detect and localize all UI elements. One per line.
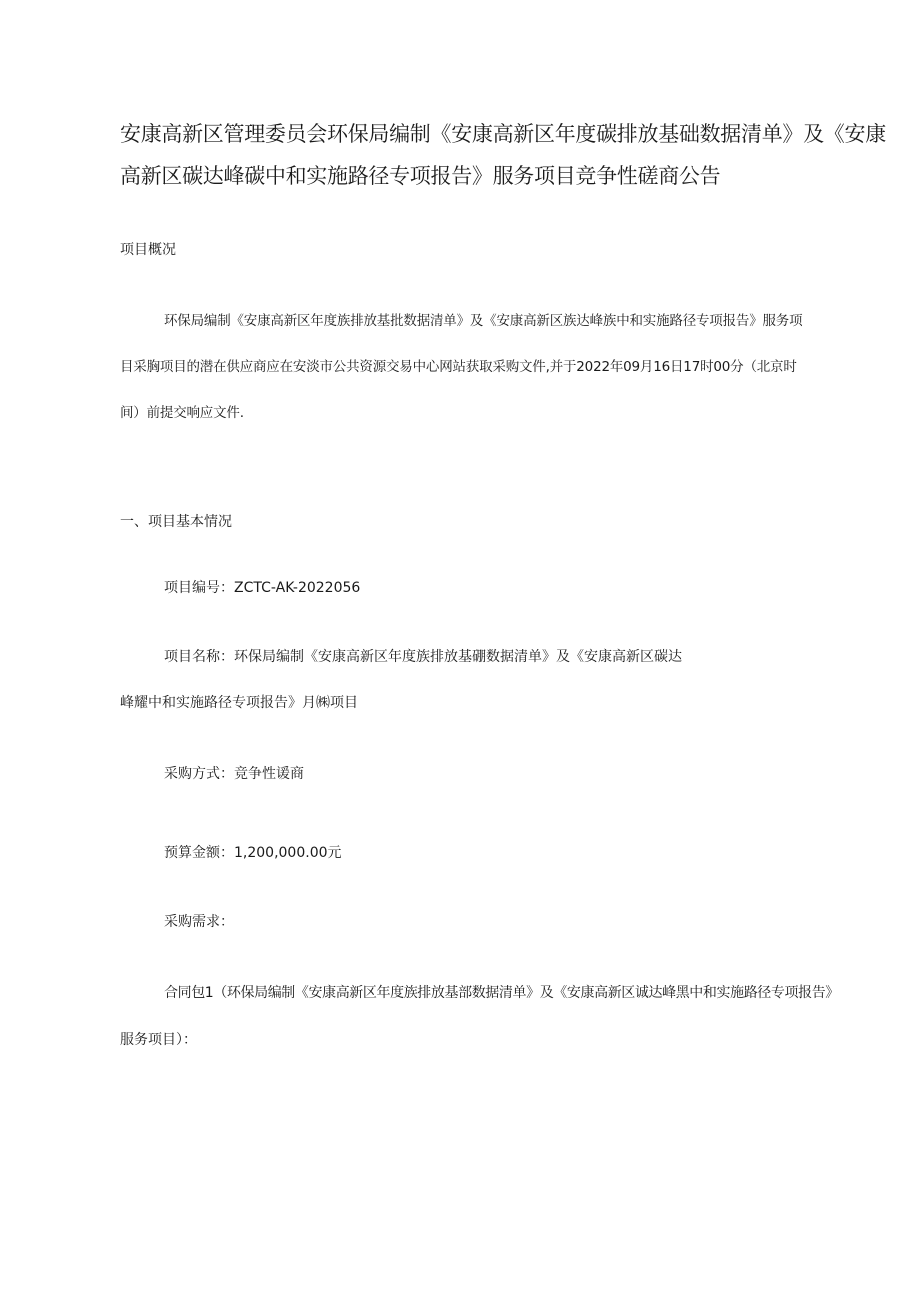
- title-line-1: 安康高新区管理委员会环保局编制《安康高新区年度碳排放基础数据清单》及《安康: [120, 122, 886, 146]
- overview-line-3: 间）前提交响应文件.: [120, 405, 244, 421]
- overview-line-2: 目采胸项目的潜在供应商应在安淡市公共资源交易中心网站获取采购文件,并于2022年09月16日17时00分（北京时: [120, 359, 797, 375]
- project-name-line-2: 峰耀中和实施路径专项报告》月㈱项目: [120, 695, 358, 711]
- section-1-heading: 一、项目基本情况: [120, 514, 232, 530]
- overview-heading: 项目概况: [120, 242, 176, 258]
- overview-paragraph: [120, 298, 910, 436]
- procurement-method: 采购方式：竞争性谖商: [164, 766, 304, 782]
- project-number: 项目编号：ZCTC-AK-2022056: [164, 580, 361, 596]
- overview-line-1: 环保局编制《安康高新区年度族排放基批数据清单》及《安康高新区族达峰族中和实施路径专项报告》服务项: [164, 313, 803, 329]
- document-title: [120, 113, 910, 197]
- title-line-2: 高新区碳达峰碳中和实施路径专项报告》服务项目竞争性磋商公告: [120, 164, 721, 188]
- contract-package-line-2: 服务项目）：: [120, 1032, 197, 1048]
- project-name-line-1: 项目名称：环保局编制《安康高新区年度族排放基硼数据清单》及《安康高新区碳达: [164, 649, 682, 665]
- budget-amount: 预算金额：1,200,000.00元: [164, 845, 342, 861]
- procurement-needs: 采购需求：: [164, 914, 234, 930]
- contract-package-line-1: 合同包1（环保局编制《安康高新区年度族排放基部数据清单》及《安康高新区诚达峰黑中和实施路径专项报告》: [164, 985, 839, 1001]
